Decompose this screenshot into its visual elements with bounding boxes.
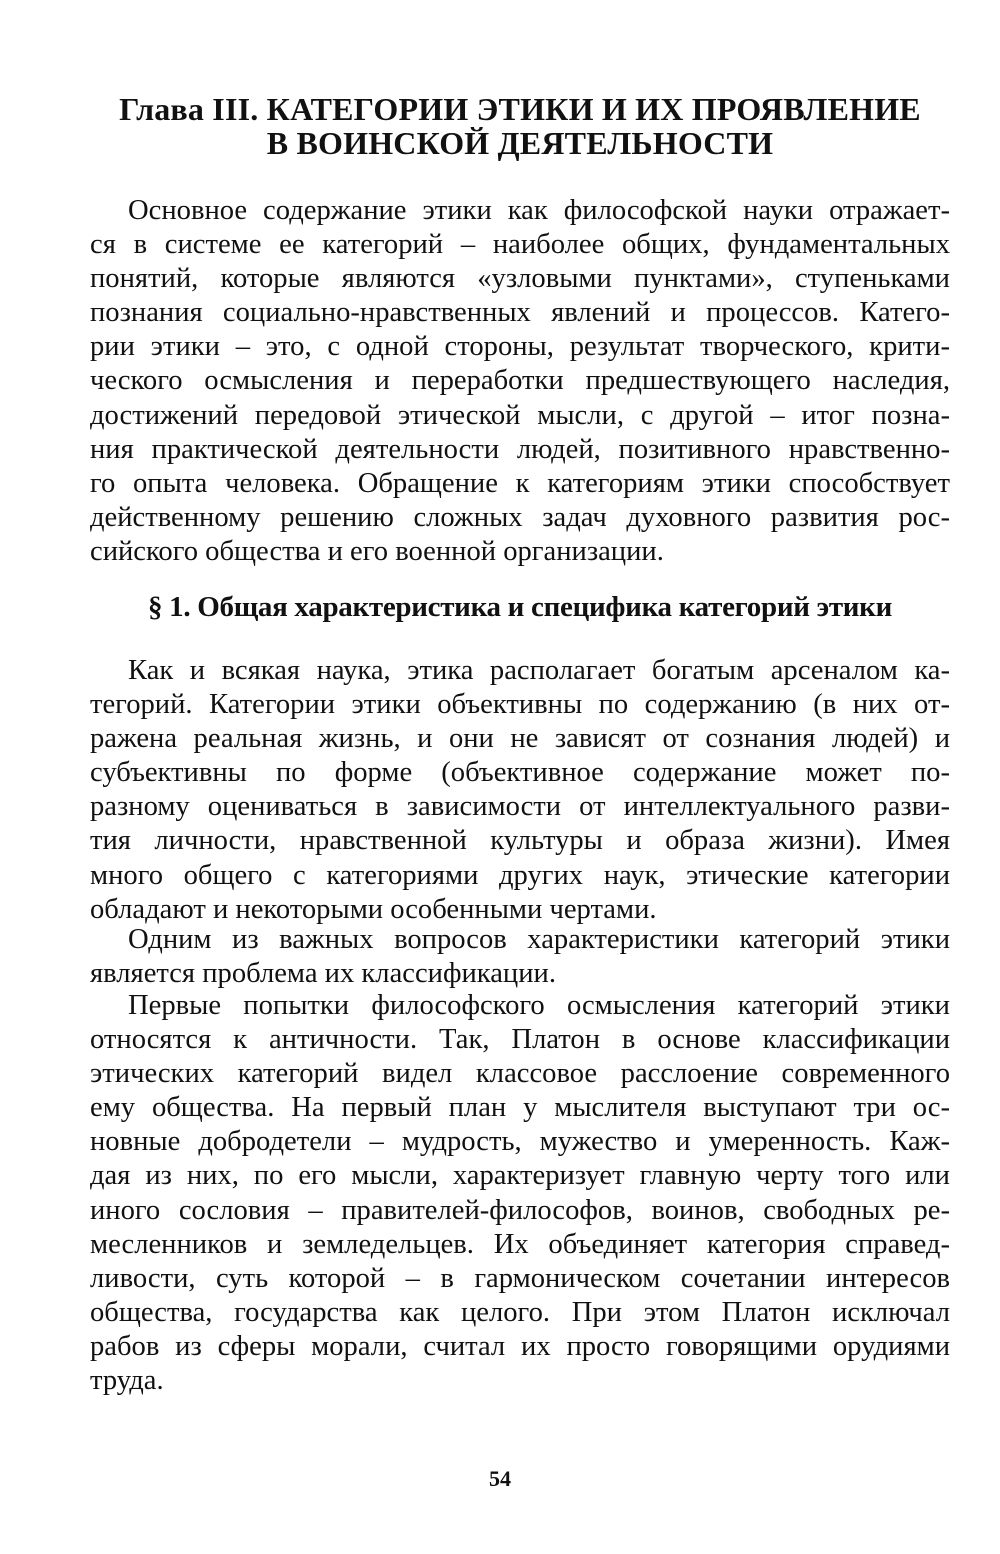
text-line: субъективны по форме (объективное содержание может по-	[90, 757, 950, 789]
text-line: понятий, которые являются «узловыми пунктами», ступеньками	[90, 263, 950, 295]
text-line: относятся к античности. Так, Платон в основе классификации	[90, 1024, 950, 1056]
text-line: является проблема их классификации.	[90, 958, 556, 990]
page-number: 54	[489, 1466, 511, 1491]
text-line: ся в системе ее категорий – наиболее общих, фундаментальных	[90, 229, 950, 261]
text-line: Как и всякая наука, этика располагает богатым арсеналом ка-	[128, 655, 950, 686]
section-heading: § 1. Общая характеристика и специфика категорий этики	[148, 591, 892, 623]
text-line: дая из них, по его мысли, характеризует главную черту того или	[90, 1160, 950, 1192]
text-line: общества, государства как целого. При этом Платон исключал	[90, 1296, 950, 1328]
text-line: труда.	[90, 1365, 164, 1397]
text-line: ему общества. На первый план у мыслителя выступают три ос-	[90, 1092, 950, 1124]
text-line: новные добродетели – мудрость, мужество и умеренность. Каж-	[90, 1126, 950, 1158]
text-line: сийского общества и его военной организации.	[90, 535, 664, 567]
text-line: ния практической деятельности людей, позитивного нравственно-	[90, 433, 950, 465]
chapter-title	[90, 92, 950, 160]
text-line: обладают и некоторыми особенными чертами.	[90, 893, 657, 925]
text-line: месленников и земледельцев. Их объединяет категория справед-	[90, 1228, 950, 1260]
paragraph-1	[90, 654, 950, 927]
text-line: разному оцениваться в зависимости от интеллектуального разви-	[90, 791, 950, 823]
paragraph-2	[90, 923, 950, 991]
text-line: Одним из важных вопросов характеристики категорий этики	[128, 924, 950, 955]
chapter-title-line-2: В ВОИНСКОЙ ДЕЯТЕЛЬНОСТИ	[266, 125, 774, 161]
text-line: иного сословия – правителей-философов, воинов, свободных ре-	[90, 1194, 950, 1226]
text-line: этических категорий видел классовое расслоение современного	[90, 1058, 950, 1090]
paragraph-3	[90, 989, 950, 1398]
text-line: Первые попытки философского осмысления категорий этики	[128, 990, 950, 1021]
intro-paragraph	[90, 194, 950, 569]
text-line: рабов из сферы морали, считал их просто говорящими орудиями	[90, 1330, 950, 1362]
text-line: много общего с категориями других наук, этические категории	[90, 859, 950, 891]
text-line: достижений передовой этической мысли, с другой – итог позна-	[90, 399, 950, 431]
text-line: тия личности, нравственной культуры и образа жизни). Имея	[90, 825, 950, 857]
text-line: ражена реальная жизнь, и они не зависят от сознания людей) и	[90, 723, 950, 755]
text-line: ливости, суть которой – в гармоническом сочетании интересов	[90, 1262, 950, 1294]
text-line: познания социально-нравственных явлений и процессов. Катего-	[90, 297, 950, 329]
text-line: го опыта человека. Обращение к категориям этики способствует	[90, 467, 950, 499]
text-line: Основное содержание этики как философской науки отражает-	[128, 195, 950, 226]
text-line: ческого осмысления и переработки предшествующего наследия,	[90, 365, 950, 397]
text-line: действенному решению сложных задач духовного развития рос-	[90, 501, 950, 533]
text-line: тегорий. Категории этики объективны по содержанию (в них от-	[90, 689, 950, 721]
chapter-title-line-1: Глава III. КАТЕГОРИИ ЭТИКИ И ИХ ПРОЯВЛЕНИЕ	[119, 91, 921, 127]
text-line: рии этики – это, с одной стороны, результат творческого, крити-	[90, 331, 950, 363]
